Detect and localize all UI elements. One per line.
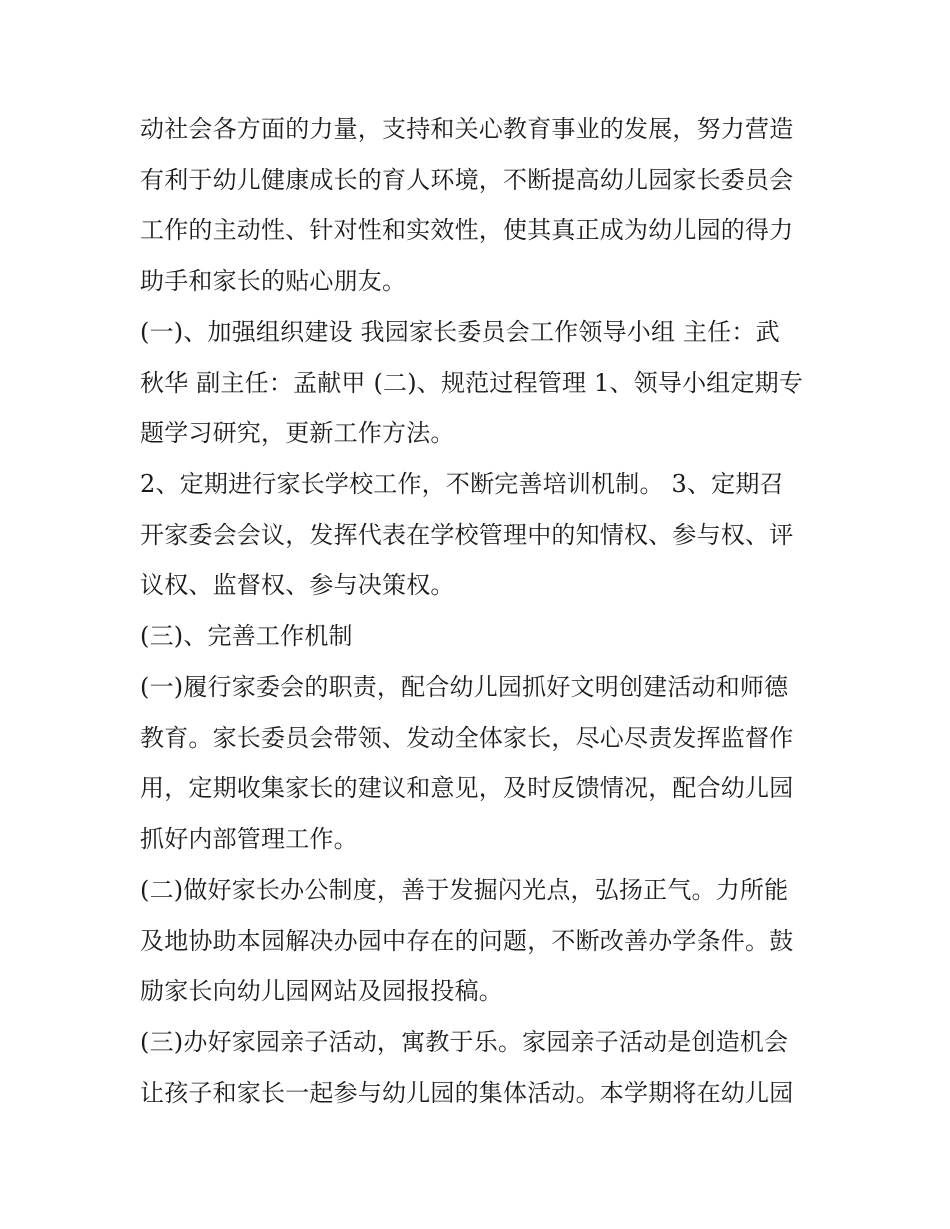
body-text-line: 及地协助本园解决办园中存在的问题，不断改善办学条件。鼓 [140,927,794,955]
body-text-line: (一)、加强组织建设 我园家长委员会工作领导小组 主任：武 [140,318,780,346]
body-text-line: 助手和家长的贴心朋友。 [140,267,407,295]
body-text-line: 题学习研究，更新工作方法。 [140,419,455,447]
section-heading: (三)、完善工作机制 [140,622,353,650]
body-text-line: 有利于幼儿健康成长的育人环境，不断提高幼儿园家长委员会 [140,166,794,194]
body-text-line: 用，定期收集家长的建议和意见，及时反馈情况，配合幼儿园 [140,774,794,802]
body-text-line: 动社会各方面的力量，支持和关心教育事业的发展，努力营造 [140,115,794,143]
body-text-line: 励家长向幼儿园网站及园报投稿。 [140,977,503,1005]
body-text-line: 让孩子和家长一起参与幼儿园的集体活动。本学期将在幼儿园 [140,1079,794,1107]
body-text-line: 开家委会会议，发挥代表在学校管理中的知情权、参与权、评 [140,521,794,549]
body-text-line: 教育。家长委员会带领、发动全体家长，尽心尽责发挥监督作 [140,724,794,752]
body-text-line: 抓好内部管理工作。 [140,825,358,853]
body-text-line: (二)做好家长办公制度，善于发掘闪光点，弘扬正气。力所能 [140,876,789,904]
body-text-line: 议权、监督权、参与决策权。 [140,571,455,599]
body-text-line: (一)履行家委会的职责，配合幼儿园抓好文明创建活动和师德 [140,673,789,701]
body-text-line: 秋华 副主任：孟献甲 (二)、规范过程管理 1、领导小组定期专 [140,369,804,397]
body-text-line: 工作的主动性、针对性和实效性，使其真正成为幼儿园的得力 [140,216,794,244]
body-text-line: (三)办好家园亲子活动，寓教于乐。家园亲子活动是创造机会 [140,1028,789,1056]
body-text-line: 2、定期进行家长学校工作，不断完善培训机制。 3、定期召 [140,470,784,498]
